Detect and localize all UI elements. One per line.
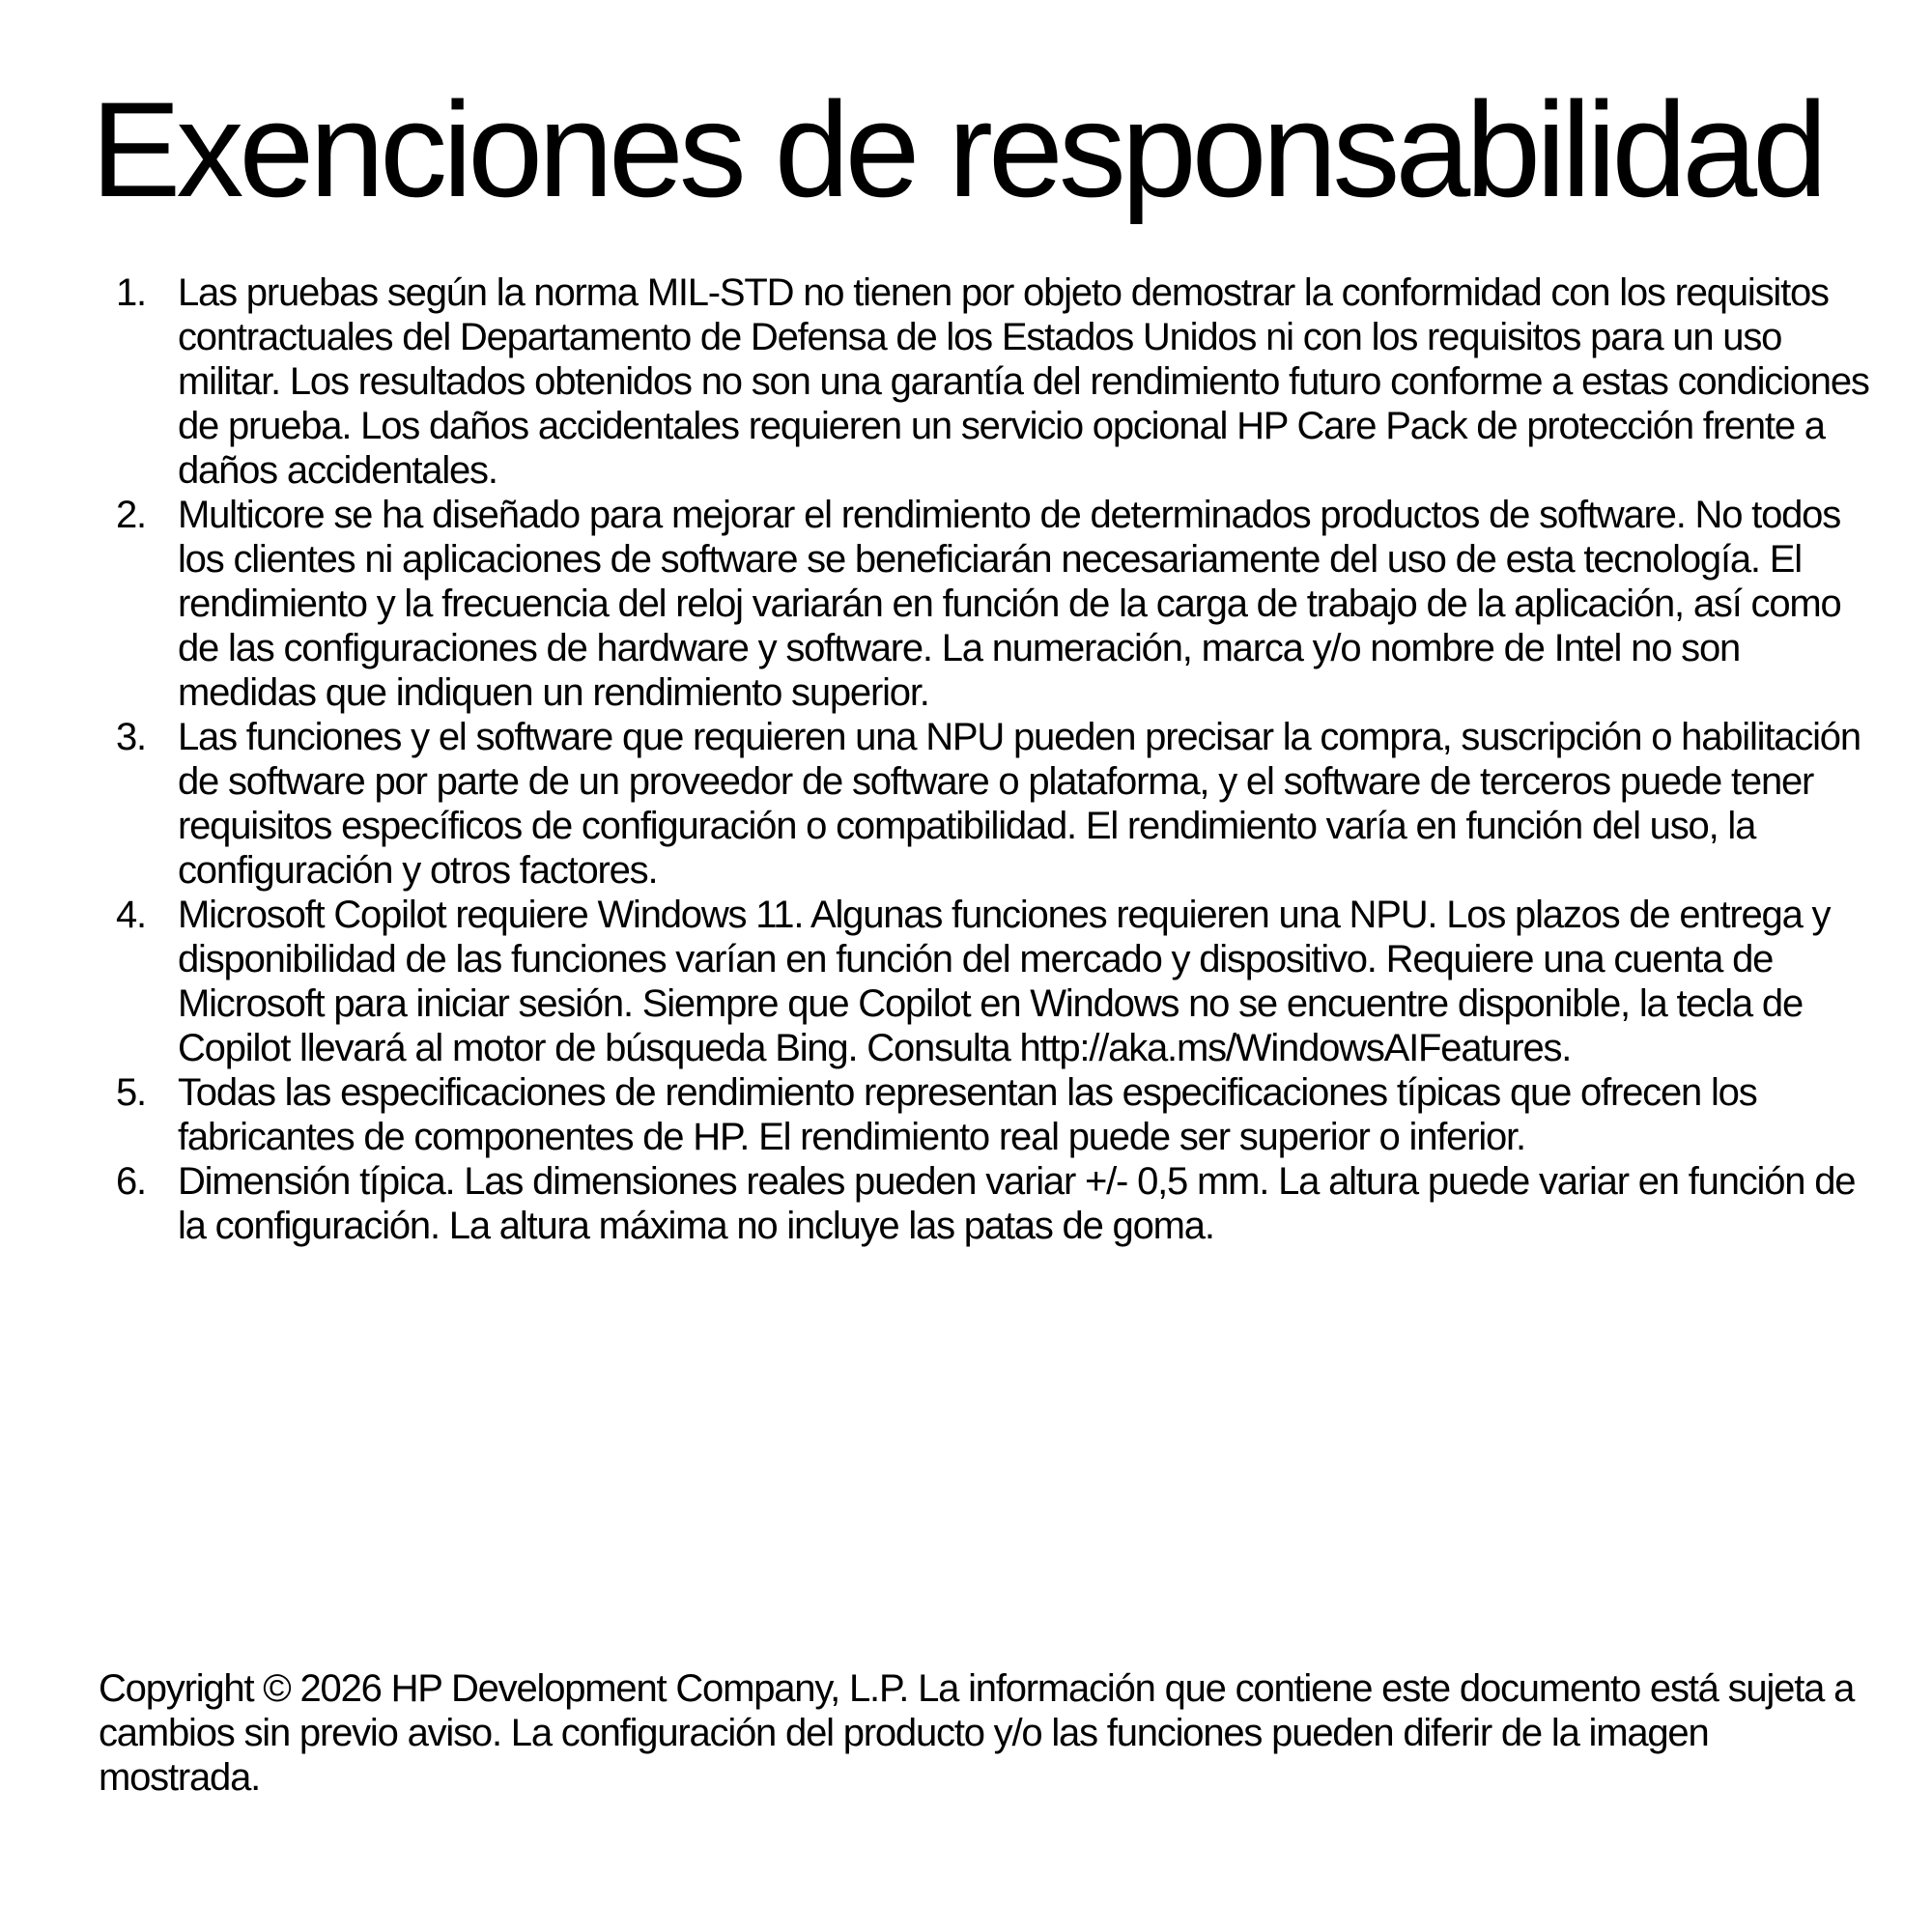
footer-copyright: Copyright © 2026 HP Development Company, L.P. La información que contiene este documento está sujeta a cambios sin previo aviso. La configuración del producto y/o las funciones pueden diferir de la imagen mostrada. [99, 1667, 1855, 1799]
disclaimer-text: Microsoft Copilot requiere Windows 11. Algunas funciones requieren una NPU. Los plazos de entrega y disponibilidad de las funciones varían en función del mercado y dispositivo. Requiere una cuenta de Microsoft para iniciar sesión. Siempre que Copilot en Windows no se encuentre disponible, la tecla de Copilot llevará al motor de búsqueda Bing. Consulta http://aka.ms/WindowsAIFeatures. [178, 894, 1831, 1069]
disclaimer-text: Las pruebas según la norma MIL-STD no tienen por objeto demostrar la conformidad con los requisitos contractuales del Departamento de Defensa de los Estados Unidos ni con los requisitos para un uso militar. Los resultados obtenidos no son una garantía del rendimiento futuro conforme a estas condiciones de prueba. Los daños accidentales requieren un servicio opcional HP Care Pack de protección frente a daños accidentales. [178, 271, 1869, 492]
disclaimer-item-2 [116, 493, 1874, 715]
disclaimer-item-6 [116, 1159, 1874, 1248]
disclaimer-number: 3. [116, 716, 146, 758]
disclaimer-text: Las funciones y el software que requieren una NPU pueden precisar la compra, suscripción o habilitación de software por parte de un proveedor de software o plataforma, y el software de terceros puede tener requisitos específicos de configuración o compatibilidad. El rendimiento varía en función del uso, la configuración y otros factores. [178, 716, 1861, 892]
disclaimer-text: Multicore se ha diseñado para mejorar el rendimiento de determinados productos de software. No todos los clientes ni aplicaciones de software se beneficiarán necesariamente del uso de esta tecnología. El rendimiento y la frecuencia del reloj variarán en función de la carga de trabajo de la aplicación, así como de las configuraciones de hardware y software. La numeración, marca y/o nombre de Intel no son medidas que indiquen un rendimiento superior. [178, 494, 1841, 714]
disclaimer-list [116, 270, 1874, 1248]
disclaimer-number: 1. [116, 271, 146, 314]
disclaimer-item-1 [116, 270, 1874, 493]
disclaimer-text: Todas las especificaciones de rendimiento representan las especificaciones típicas que ofrecen los fabricantes de componentes de HP. El rendimiento real puede ser superior o inferior. [178, 1071, 1757, 1158]
page-title: Exenciones de responsabilidad [91, 73, 1823, 225]
disclaimer-item-3 [116, 715, 1874, 893]
disclaimer-item-5 [116, 1070, 1874, 1159]
disclaimer-number: 2. [116, 494, 146, 536]
disclaimer-text: Dimensión típica. Las dimensiones reales pueden variar +/- 0,5 mm. La altura puede variar en función de la configuración. La altura máxima no incluye las patas de goma. [178, 1160, 1856, 1247]
disclaimer-number: 5. [116, 1071, 146, 1114]
disclaimer-number: 4. [116, 894, 146, 936]
disclaimer-number: 6. [116, 1160, 146, 1203]
disclaimer-item-4 [116, 893, 1874, 1070]
